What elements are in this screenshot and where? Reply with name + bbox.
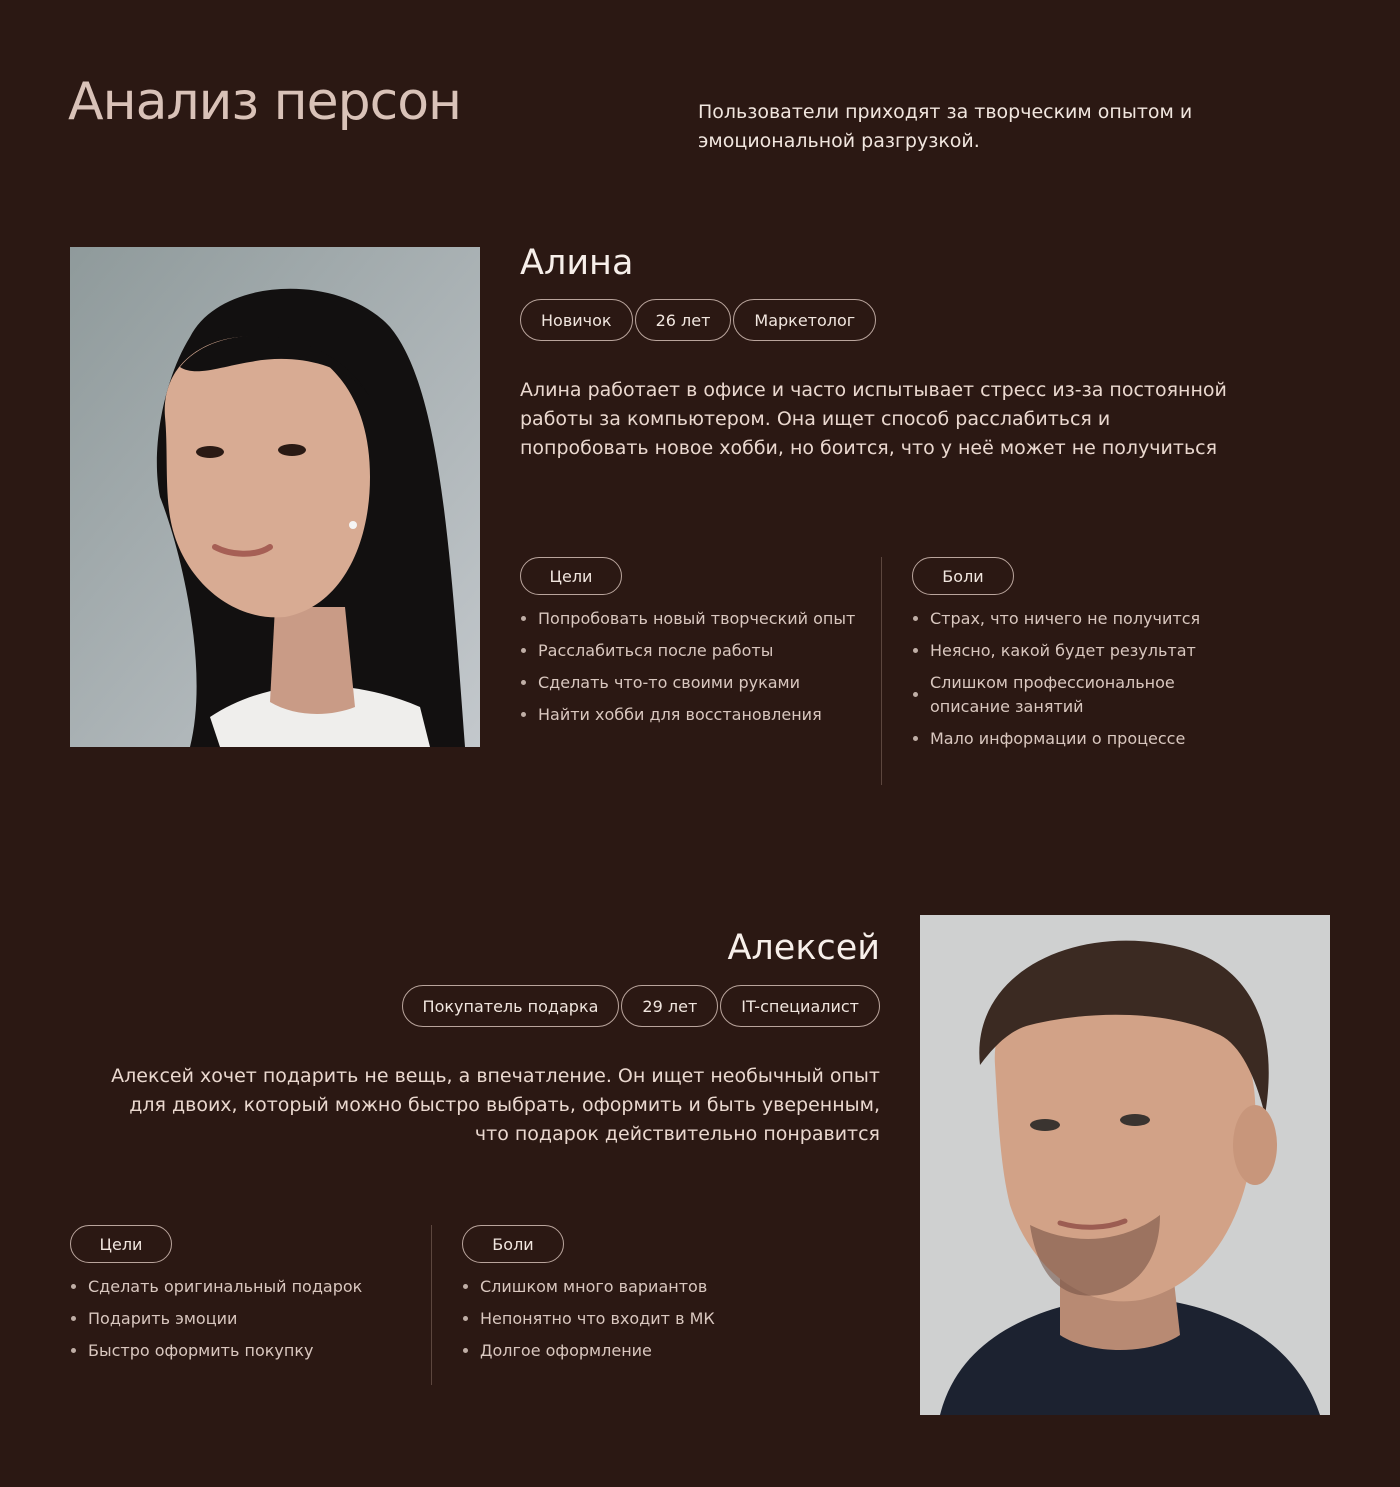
divider-alexey xyxy=(431,1225,432,1385)
tag-age: 29 лет xyxy=(621,985,718,1027)
persona-tags-alexey xyxy=(402,985,880,1027)
list-item: Попробовать новый творческий опыт xyxy=(520,607,860,631)
pains-label-alina: Боли xyxy=(912,557,1014,595)
list-item: Быстро оформить покупку xyxy=(70,1339,410,1363)
pains-list-alexey xyxy=(462,1275,802,1371)
persona-tags-alina xyxy=(520,299,876,341)
goals-label-alexey: Цели xyxy=(70,1225,172,1263)
list-item: Сделать что-то своими руками xyxy=(520,671,860,695)
list-item: Мало информации о процессе xyxy=(912,727,1202,751)
goals-list-alexey xyxy=(70,1275,410,1371)
goals-label-alina: Цели xyxy=(520,557,622,595)
page-title: Анализ персон xyxy=(68,72,462,132)
tag-profession: Маркетолог xyxy=(733,299,876,341)
pains-label-alexey: Боли xyxy=(462,1225,564,1263)
page-subtitle: Пользователи приходят за творческим опытом и эмоциональной разгрузкой. xyxy=(698,101,1193,152)
goals-list-alina xyxy=(520,607,860,735)
list-item: Долгое оформление xyxy=(462,1339,802,1363)
persona-photo-alina xyxy=(70,247,480,747)
woman-portrait-icon xyxy=(70,247,480,747)
list-item: Подарить эмоции xyxy=(70,1307,410,1331)
persona-name-alina: Алина xyxy=(520,243,634,283)
divider-alina xyxy=(881,557,882,785)
list-item: Непонятно что входит в МК xyxy=(462,1307,802,1331)
list-item: Неясно, какой будет результат xyxy=(912,639,1202,663)
man-portrait-icon xyxy=(920,915,1330,1415)
list-item: Найти хобби для восстановления xyxy=(520,703,860,727)
list-item: Сделать оригинальный подарок xyxy=(70,1275,410,1299)
list-item: Слишком профессиональное описание занятий xyxy=(912,671,1202,719)
pains-list-alina xyxy=(912,607,1202,759)
list-item: Страх, что ничего не получится xyxy=(912,607,1202,631)
persona-description-alina: Алина работает в офисе и часто испытывает стресс из-за постоянной работы за компьютером. Она ищет способ расслабиться и попробовать новое хобби, но боится, что у неё может не получиться xyxy=(520,379,1227,459)
tag-level: Новичок xyxy=(520,299,633,341)
list-item: Слишком много вариантов xyxy=(462,1275,802,1299)
list-item: Расслабиться после работы xyxy=(520,639,860,663)
tag-profession: IT-специалист xyxy=(720,985,880,1027)
tag-age: 26 лет xyxy=(635,299,732,341)
persona-name-alexey: Алексей xyxy=(727,928,880,968)
persona-photo-alexey xyxy=(920,915,1330,1415)
persona-description-alexey: Алексей хочет подарить не вещь, а впечатление. Он ищет необычный опыт для двоих, который можно быстро выбрать, оформить и быть уверенным, что подарок действительно понравится xyxy=(111,1065,880,1145)
tag-role: Покупатель подарка xyxy=(402,985,620,1027)
